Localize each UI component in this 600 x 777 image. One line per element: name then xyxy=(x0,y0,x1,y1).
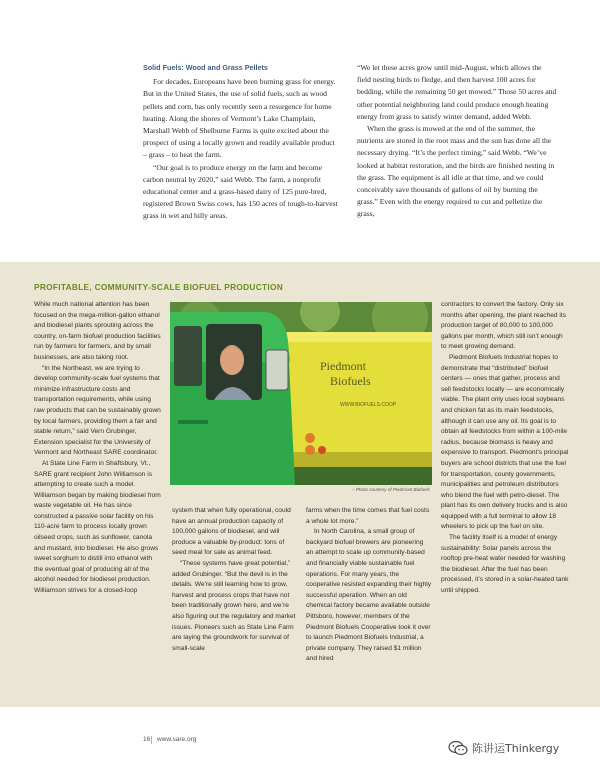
page-number: 16 xyxy=(143,736,151,743)
paragraph: farms when the time comes that fuel costs a whole lot more.” xyxy=(306,507,430,525)
paragraph: contractors to convert the factory. Only six months after opening, the plant reached its production target of 80,000 to 100,000 gallons per month, which still isn’t enough to meet growing demand. xyxy=(441,301,566,351)
sidebar-column-4 xyxy=(441,300,569,597)
section-heading: Solid Fuels: Wood and Grass Pellets xyxy=(143,63,268,72)
sidebar-box xyxy=(0,262,600,707)
paragraph: system that when fully operational, could have an annual production capacity of 100,000 gallons of biodiesel, and will produce a valuable by-product: tons of seed meal for sale as animal feed. xyxy=(172,507,291,557)
watermark-text: 陈讲运Thinkergy xyxy=(472,742,560,755)
paragraph: The facility itself is a model of energy sustainability: Solar panels across the rooftop pre-heat water needed for washing the biodiesel. After the fuel has been processed, it’s stored in a solar-heated tank until shipped. xyxy=(441,534,569,595)
footer-url[interactable]: www.sare.org xyxy=(157,736,197,743)
truck-photo xyxy=(170,302,432,485)
paragraph: “Our goal is to produce energy on the farm and become carbon neutral by 2020,” said Webb. The farm, a nonprofit educational center and a grass-based dairy of 125 pure-bred, registered Brown Swiss cows, has 150 acres of tough-to-harvest grass in wet and hilly areas. xyxy=(143,162,338,221)
paragraph: At State Line Farm in Shaftsbury, Vt., SARE grant recipient John Williamson is attempting to create such a model. Williamson began by making biodiesel from waste vegetable oil. He has since constructed a passive solar facility on his 110-acre farm to process locally grown oilseed crops, such as sunflower, canola and mustard, into biodiesel. He also grows sweet sorghum to distill into ethanol with the eventual goal of producing all of the alcohol needed for biodiesel production. Williamson strives for a closed-loop xyxy=(34,459,161,595)
article-column-right xyxy=(357,62,557,221)
paragraph: For decades, Europeans have been burning grass for energy. But in the United States, the use of solid fuels, such as wood pellets and corn, has only recently seen a resurgence for home heating. Along the shores of Vermont’s Lake Champlain, Marshall Webb of Shelburne Farms is quite excited about the prospect of using a locally grown and readily available product – grass – to heat the farm. xyxy=(143,77,336,160)
truck-logo-text-1: Piedmont xyxy=(320,359,367,373)
footer-divider xyxy=(151,736,152,744)
sidebar-title: PROFITABLE, COMMUNITY-SCALE BIOFUEL PRODUCTION xyxy=(34,282,284,292)
photo-caption: – Photo courtesy of Piedmont Biofuels xyxy=(352,487,430,492)
paragraph: “In the Northeast, we are trying to develop community-scale fuel systems that minimize infrastructure costs and transportation requirements, while using raw products that can be sustainably grown by local farmers, providing them a fair and stable return,” said Vern Grubinger, Extension specialist for the University of Vermont and Northeast SARE coordinator. xyxy=(34,364,161,457)
wechat-icon xyxy=(448,740,468,756)
paragraph: “These systems have great potential,” added Grubinger. “But the devil is in the details. We’re still learning how to grow, harvest and process crops that have not been traditionally grown here, and we’re also figuring out the regulatory and market issues. Pioneers such as State Line Farm are laying the groundwork for survival of small-scale xyxy=(172,559,296,652)
sidebar-column-3 xyxy=(306,506,431,665)
article-column-left xyxy=(143,62,338,223)
watermark xyxy=(448,740,559,756)
article-top-section xyxy=(0,0,600,255)
truck-url-text: WWW.BIOFUELS.COOP xyxy=(340,402,397,408)
paragraph: Piedmont Biofuels Industrial hopes to demonstrate that “distributed” biofuel centers — ones that gather, process and sell feedstocks locally — are economically viable. The plant only uses local soybeans and chicken fat as its main feedstocks, although it can use any oil. Its goal is to obtain all feedstocks from within a 100-mile radius, because biomass is heavy and expensive to transport. Piedmont’s principal buyers are school districts that use the fuel for transportation, county governments, municipalities and petroleum distributors who blend the fuel with petro-diesel. The plant has its own delivery trucks and is also equipped with a full terminal to allow 18 wheelers to pick up the fuel on site. xyxy=(441,353,569,531)
sidebar-column-1 xyxy=(34,300,162,597)
paragraph: While much national attention has been focused on the mega-million-gallon ethanol and biodiesel plants sprouting across the country, on-farm biofuel production facilities run by farmers for farmers, and by small businesses, are also taking root. xyxy=(34,301,161,361)
paragraph: When the grass is mowed at the end of the summer, the nutrients are stored in the root mass and the sun has done all the necessary drying. “It’s the perfect timing,” said Webb. “We’ve looked at habitat restoration, and the birds are finished nesting in the grass. The equipment is all idle at that time, and we could conceivably save thousands of gallons of oil by burning the grass.” Even with the energy required to cut and pelletize the grass, xyxy=(357,124,555,219)
sidebar-column-2 xyxy=(172,506,297,654)
paragraph: “We let these acres grow until mid-August, which allows the field nesting birds to fledge, and then harvest 100 acres for bedding, while the remaining 50 get mowed.” Those 50 acres and other potential neighboring land could produce enough heating energy from grass to satisfy winter demand, added Webb. xyxy=(357,63,557,121)
paragraph: In North Carolina, a small group of backyard biofuel brewers are pioneering an attempt to scale up community-based and financially viable sustainable fuel operations. For many years, the cooperative resisted expanding their highly successful operation. When an old chemical factory became available outside Pittsboro, however, members of the Piedmont Biofuels Cooperative took it over to launch Piedmont Biofuels Industrial, a private company. They raised $1 million and hired xyxy=(306,528,431,663)
truck-logo-text-2: Biofuels xyxy=(330,374,371,388)
